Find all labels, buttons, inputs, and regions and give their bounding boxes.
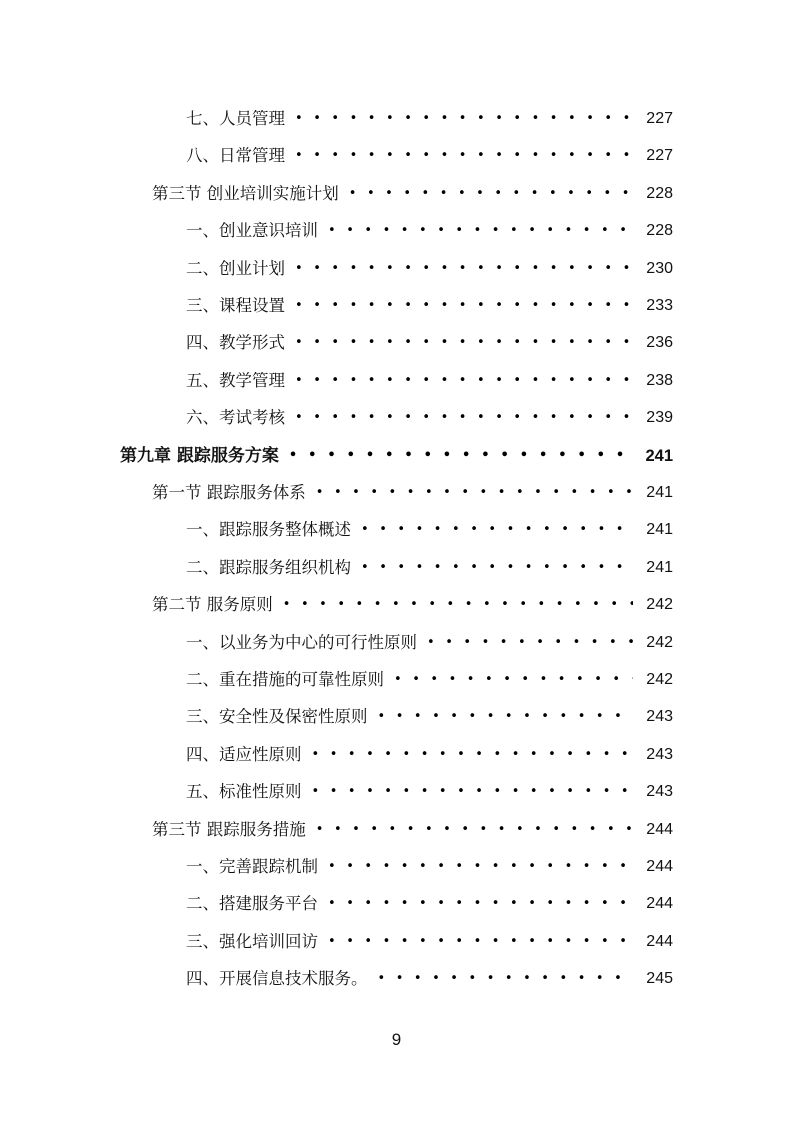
toc-dot-leader <box>328 890 633 918</box>
toc-entry-title: 第一节 跟踪服务体系 <box>152 483 306 502</box>
toc-entry-page: 244 <box>646 820 673 838</box>
toc-entry-page: 236 <box>646 334 673 352</box>
toc-entry-page: 245 <box>646 970 673 988</box>
toc-entry-page: 239 <box>646 409 673 427</box>
toc-entry-page: 242 <box>646 596 673 614</box>
toc-entry[interactable] <box>186 554 673 582</box>
toc-entry-page: 243 <box>646 745 673 763</box>
toc-entry-title: 六、考试考核 <box>186 408 285 428</box>
toc-entry-page: 228 <box>646 222 673 240</box>
page-number: 9 <box>391 1030 402 1049</box>
toc-dot-leader <box>289 442 633 470</box>
toc-entry-page: 242 <box>646 671 673 688</box>
toc-entry-page: 244 <box>646 858 673 875</box>
toc-entry-title: 一、以业务为中心的可行性原则 <box>186 632 417 652</box>
toc-entry-page: 241 <box>645 446 673 465</box>
toc-entry-title: 八、日常管理 <box>186 146 285 166</box>
toc-dot-leader <box>316 479 633 507</box>
toc-entry-page: 241 <box>646 521 673 539</box>
toc-entry-title: 四、开展信息技术服务。 <box>186 969 368 989</box>
toc-entry[interactable] <box>186 741 673 769</box>
toc-entry[interactable] <box>186 255 673 283</box>
toc-entry[interactable] <box>120 442 673 470</box>
toc-entry[interactable] <box>186 367 673 395</box>
toc-entry-title: 三、安全性及保密性原则 <box>186 707 368 727</box>
toc-entry-title: 第二节 服务原则 <box>152 595 273 615</box>
toc-entry[interactable] <box>152 180 673 208</box>
toc-entry-page: 230 <box>646 259 673 277</box>
toc-dot-leader <box>378 703 634 731</box>
toc-entry-title: 二、创业计划 <box>186 258 285 278</box>
toc-entry[interactable] <box>186 404 673 432</box>
toc-entry-page: 228 <box>646 184 673 202</box>
toc-entry-title: 第三节 创业培训实施计划 <box>152 183 339 203</box>
toc-entry[interactable] <box>186 105 673 133</box>
toc-entry-page: 243 <box>646 708 673 726</box>
toc-entry-page: 241 <box>646 484 673 501</box>
toc-entry[interactable] <box>186 142 673 170</box>
toc-entry[interactable] <box>186 666 673 694</box>
toc-entry-page: 241 <box>646 558 673 576</box>
toc-dot-leader <box>328 853 633 881</box>
toc-dot-leader <box>427 629 633 657</box>
toc-entry-page: 242 <box>646 633 673 651</box>
toc-entry-page: 244 <box>646 895 673 913</box>
toc-dot-leader <box>361 554 633 582</box>
toc-entry-page: 243 <box>646 783 673 801</box>
toc-entry-page: 238 <box>646 371 673 389</box>
toc-entry[interactable] <box>152 816 673 844</box>
toc-entry-page: 227 <box>646 147 673 165</box>
toc-entry-title: 四、教学形式 <box>186 333 285 353</box>
toc-dot-leader <box>328 928 633 956</box>
toc-entry-title: 三、课程设置 <box>186 296 285 315</box>
toc-entry-page: 244 <box>646 932 673 950</box>
toc-entry-title: 一、创业意识培训 <box>186 221 318 241</box>
toc-entry-title: 七、人员管理 <box>186 109 285 128</box>
toc-entry-title: 一、完善跟踪机制 <box>186 857 318 876</box>
toc-entry-title: 五、标准性原则 <box>186 782 302 802</box>
toc-entry-title: 三、强化培训回访 <box>186 931 318 951</box>
toc-dot-leader <box>283 591 633 619</box>
toc-dot-leader <box>312 778 634 806</box>
toc-dot-leader <box>328 217 633 245</box>
toc-dot-leader <box>295 142 633 170</box>
toc-entry[interactable] <box>186 778 673 806</box>
toc-dot-leader <box>394 666 633 694</box>
toc-dot-leader <box>316 816 633 844</box>
toc-dot-leader <box>378 965 634 993</box>
toc-entry-page: 233 <box>646 297 673 314</box>
toc-entry-title: 第九章 跟踪服务方案 <box>120 445 279 466</box>
toc-entry-title: 四、适应性原则 <box>186 744 302 764</box>
toc-entry[interactable] <box>186 703 673 731</box>
toc-entry-title: 二、跟踪服务组织机构 <box>186 557 351 577</box>
toc-entry[interactable] <box>152 591 673 619</box>
toc-dot-leader <box>295 105 633 133</box>
toc-dot-leader <box>312 741 634 769</box>
toc-entry[interactable] <box>152 479 673 507</box>
toc-entry[interactable] <box>186 292 673 320</box>
toc-dot-leader <box>349 180 633 208</box>
toc-dot-leader <box>361 516 633 544</box>
toc-dot-leader <box>295 329 633 357</box>
toc-entry[interactable] <box>186 965 673 993</box>
toc-entry-title: 第三节 跟踪服务措施 <box>152 819 306 839</box>
toc-dot-leader <box>295 404 633 432</box>
toc-entry[interactable] <box>186 890 673 918</box>
toc-dot-leader <box>295 255 633 283</box>
toc-entry-title: 二、搭建服务平台 <box>186 894 318 914</box>
toc-entry[interactable] <box>186 629 673 657</box>
toc-entry[interactable] <box>186 928 673 956</box>
toc-entry-title: 一、跟踪服务整体概述 <box>186 520 351 540</box>
toc-dot-leader <box>295 292 633 320</box>
toc-entry-title: 五、教学管理 <box>186 370 285 390</box>
toc-entry[interactable] <box>186 329 673 357</box>
toc-entry-title: 二、重在措施的可靠性原则 <box>186 670 384 689</box>
toc-entry[interactable] <box>186 516 673 544</box>
toc-dot-leader <box>295 367 633 395</box>
toc-entry[interactable] <box>186 217 673 245</box>
toc-entry-page: 227 <box>646 110 673 127</box>
toc-entry[interactable] <box>186 853 673 881</box>
